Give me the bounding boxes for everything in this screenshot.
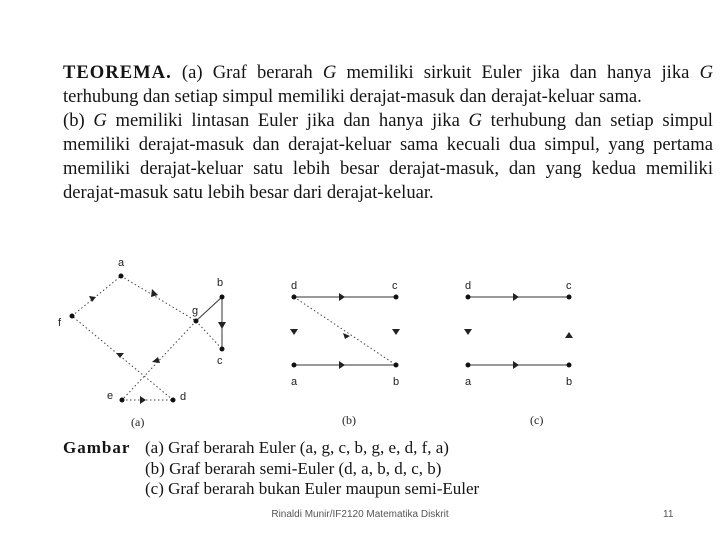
- vertex-b-d: [292, 295, 297, 300]
- vertex-b-a: [292, 363, 297, 368]
- vertex-label-c-b: b: [566, 376, 573, 388]
- arrowhead-e-d: [140, 396, 146, 404]
- graph-b: [290, 280, 400, 427]
- theorem-b-var-g2: G: [468, 110, 482, 131]
- vertex-label-b: b: [217, 277, 224, 289]
- theorem-b-rest: terhubung dan setiap simpul memiliki derajat-masuk dan derajat-keluar sama kecuali dua simpul, yang pertama memiliki derajat-keluar satu lebih besar derajat-masuk, dan yang kedua memiliki derajat-masuk satu lebih besar dari derajat-keluar.: [63, 110, 713, 203]
- arrowhead-c-b-c: [565, 332, 573, 338]
- theorem-a-mid: memiliki sirkuit Euler jika dan hanya jika: [346, 62, 690, 83]
- vertex-c-d: [466, 295, 471, 300]
- vertex-b-c: [394, 295, 399, 300]
- theorem-b-var-g1: G: [93, 110, 107, 131]
- theorem-a-var-g1: G: [322, 62, 337, 83]
- page-number: 11: [663, 509, 674, 520]
- arrowhead-d-b: [343, 333, 350, 339]
- edge-d-b: [294, 297, 396, 365]
- vertex-b: [220, 295, 225, 300]
- edge-g-c: [196, 321, 222, 349]
- arrowhead-c-d-a: [464, 329, 472, 335]
- vertex-label-c-d: d: [465, 280, 472, 292]
- edge-b-g: [196, 297, 222, 321]
- vertex-c: [220, 347, 225, 352]
- vertex-label-b-c: c: [392, 280, 398, 292]
- arrowhead-a-g: [151, 289, 158, 297]
- vertex-label-a: a: [118, 257, 125, 269]
- caption-text-a: (a) Graf berarah Euler (a, g, c, b, g, e, d, f, a): [145, 438, 449, 457]
- theorem-a-prefix: (a) Graf berarah: [181, 62, 313, 83]
- vertex-label-e: e: [107, 390, 114, 402]
- vertex-c-a: [466, 363, 471, 368]
- panel-label-a: (a): [131, 415, 145, 429]
- panel-label-c: (c): [530, 413, 544, 427]
- vertex-label-c-a: a: [465, 376, 472, 388]
- vertex-f: [70, 314, 75, 319]
- caption-head: Gambar: [63, 438, 131, 457]
- vertex-e: [120, 398, 125, 403]
- graph-a: [58, 257, 226, 429]
- figure-caption: [63, 438, 479, 500]
- vertex-a: [119, 274, 124, 279]
- arrowhead-g-e: [152, 357, 160, 363]
- vertex-c-b: [567, 363, 572, 368]
- vertex-label-d: d: [180, 391, 187, 403]
- arrowhead-a-b: [339, 361, 345, 369]
- caption-line-c: (c) Graf berarah bukan Euler maupun semi-Euler: [145, 479, 480, 498]
- arrowhead-c-b: [218, 322, 226, 329]
- vertex-label-c-c: c: [566, 280, 572, 292]
- theorem-a-rest: terhubung dan setiap simpul memiliki derajat-masuk dan derajat-keluar sama.: [63, 86, 642, 107]
- theorem-b-prefix: (b): [63, 110, 85, 131]
- panel-label-b: (b): [342, 413, 356, 427]
- vertex-label-c: c: [217, 355, 223, 367]
- vertex-d: [171, 398, 176, 403]
- vertex-g: [194, 319, 199, 324]
- caption-line-a: [63, 438, 479, 459]
- vertex-b-b: [394, 363, 399, 368]
- arrowhead-d-c: [339, 293, 345, 301]
- vertex-label-g: g: [192, 305, 199, 317]
- arrowhead-c-a-b: [513, 361, 519, 369]
- edge-f-a: [72, 276, 121, 316]
- vertex-label-b-b: b: [393, 376, 400, 388]
- arrowhead-f-a: [89, 296, 96, 302]
- arrowhead-c-d-c: [513, 293, 519, 301]
- arrowhead-c-b: [392, 329, 400, 335]
- theorem-b-mid: memiliki lintasan Euler jika dan hanya jika: [115, 110, 460, 131]
- graph-c: [464, 280, 573, 427]
- arrowhead-d-f: [116, 353, 124, 358]
- edge-a-g: [121, 276, 199, 321]
- theorem-label: TEOREMA.: [63, 62, 172, 83]
- vertex-c-c: [567, 295, 572, 300]
- vertex-label-b-d: d: [291, 280, 298, 292]
- footer-text: Rinaldi Munir/IF2120 Matematika Diskrit: [271, 509, 449, 520]
- vertex-label-f: f: [58, 317, 62, 329]
- theorem-a-var-g2: G: [699, 62, 713, 83]
- vertex-label-b-a: a: [291, 376, 298, 388]
- arrowhead-d-a: [290, 329, 298, 335]
- caption-line-b: (b) Graf berarah semi-Euler (d, a, b, d, c, b): [145, 458, 442, 478]
